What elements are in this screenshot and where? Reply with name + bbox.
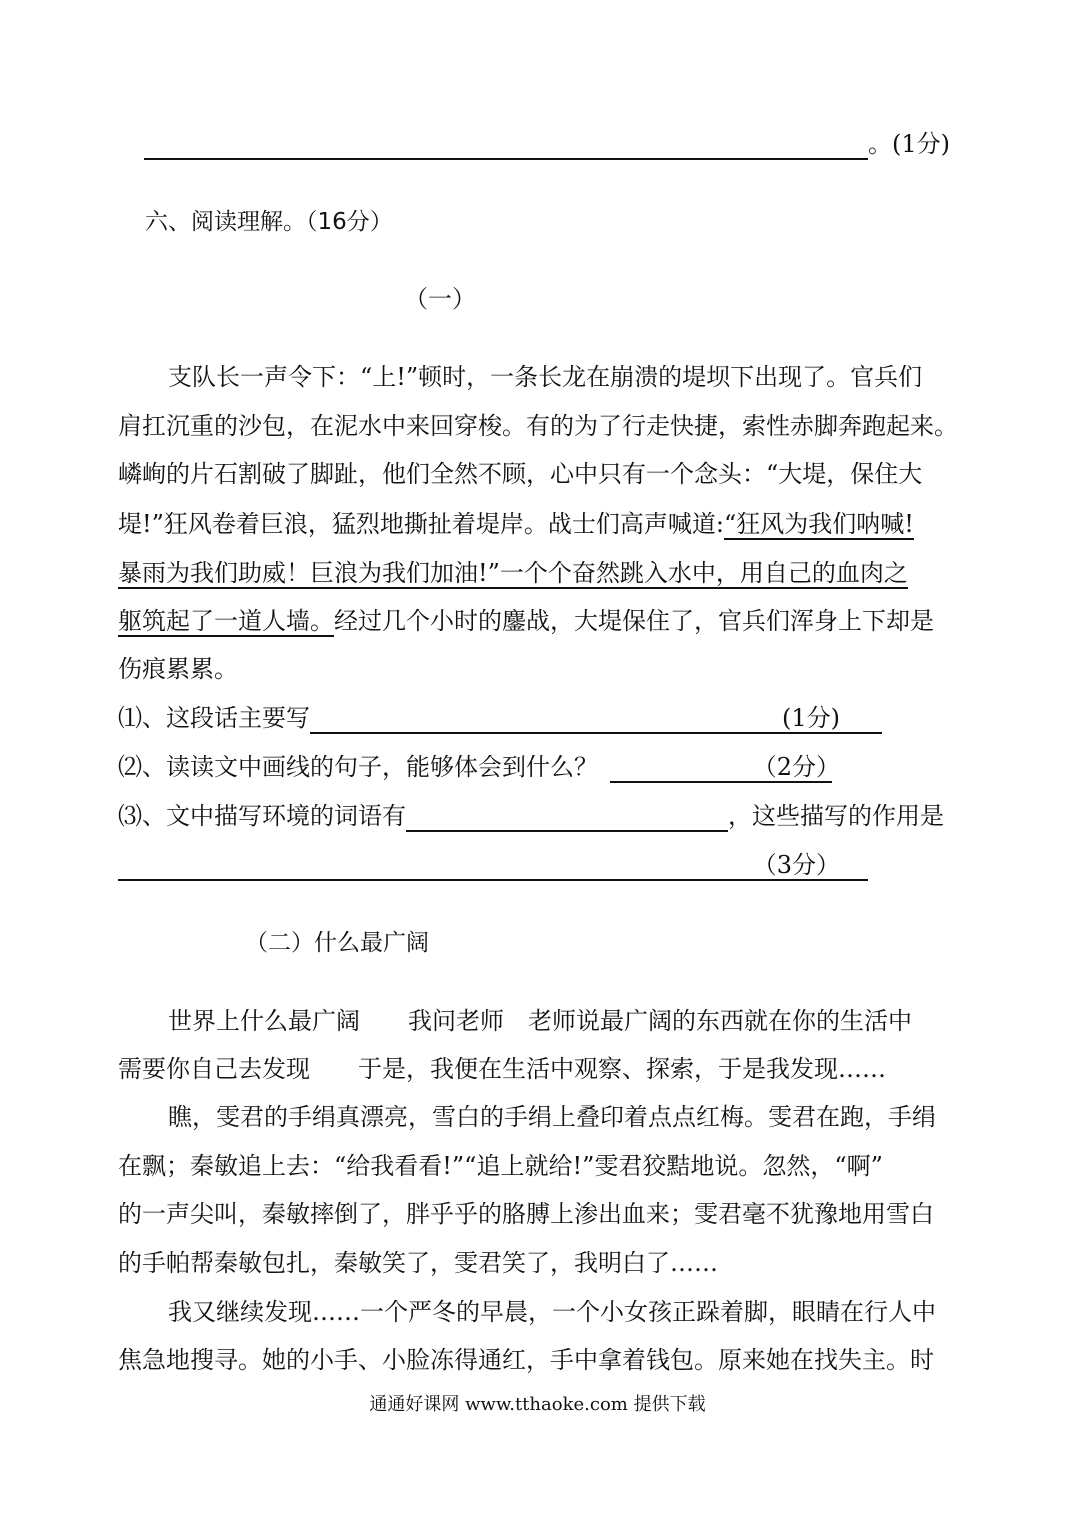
score-label: (1分)	[782, 704, 840, 732]
footer-text: 通通好课网 www.tthaoke.com 提供下载	[369, 1394, 706, 1415]
score-label: 。(1分)	[868, 130, 950, 158]
paragraph-line: 我又继续发现……一个严冬的早晨，一个小女孩正跺着脚，眼睛在行人中	[168, 1298, 936, 1326]
paragraph-line: 伤痕累累。	[118, 655, 238, 683]
part1-heading: （一）	[404, 285, 476, 313]
question-label: ⑴、这段话主要写	[118, 704, 310, 732]
underlined-sentence: “狂风为我们呐喊!	[724, 510, 914, 538]
answer-blank[interactable]	[406, 804, 728, 832]
question-label: ⑶、文中描写环境的词语有	[118, 802, 406, 830]
text-span: 堤!”狂风卷着巨浪，猛烈地撕扯着堤岸。战士们高声喊道:	[118, 510, 724, 538]
question-3	[118, 800, 958, 832]
question-label: ⑵、读读文中画线的句子，能够体会到什么？	[118, 753, 598, 781]
section-title: 六、阅读理解。（16分）	[145, 209, 393, 235]
paragraph-line: 需要你自己去发现 于是，我便在生活中观察、探索，于是我发现……	[118, 1055, 886, 1083]
top-answer-line	[118, 128, 958, 160]
paragraph-line	[118, 557, 958, 589]
part2-heading: （二）什么最广阔	[245, 930, 429, 956]
paragraph-line	[118, 508, 958, 540]
paragraph-line: 嶙峋的片石割破了脚趾，他们全然不顾，心中只有一个念头：“大堤，保住大	[118, 460, 923, 488]
question-3-continued	[118, 849, 958, 881]
text-span: 经过几个小时的鏖战，大堤保住了，官兵们浑身上下却是	[334, 607, 934, 635]
paragraph-line: 焦急地搜寻。她的小手、小脸冻得通红，手中拿着钱包。原来她在找失主。时	[118, 1346, 934, 1374]
score-label: （3分）	[752, 851, 840, 879]
underlined-sentence: 暴雨为我们助威！巨浪为我们加油!”一个个奋然跳入水中，用自己的血肉之	[118, 559, 908, 587]
paragraph-line: 的手帕帮秦敏包扎，秦敏笑了，雯君笑了，我明白了……	[118, 1249, 718, 1277]
paragraph-line: 支队长一声令下：“上!”顿时，一条长龙在崩溃的堤坝下出现了。官兵们	[168, 363, 923, 391]
underlined-sentence: 躯筑起了一道人墙。	[118, 607, 334, 635]
question-1	[118, 702, 958, 734]
score-label: （2分）	[752, 753, 840, 781]
answer-blank[interactable]	[144, 132, 868, 160]
paragraph-line: 在飘；秦敏追上去：“给我看看!”“追上就给!”雯君狡黠地说。忽然，“啊”	[118, 1152, 883, 1180]
question-label: ，这些描写的作用是	[728, 802, 944, 830]
paragraph-line	[118, 605, 958, 637]
paragraph-line: 世界上什么最广阔 我问老师 老师说最广阔的东西就在你的生活中	[168, 1007, 912, 1035]
paragraph-line: 瞧，雯君的手绢真漂亮，雪白的手绢上叠印着点点红梅。雯君在跑，手绢	[168, 1103, 936, 1131]
paragraph-line: 肩扛沉重的沙包，在泥水中来回穿梭。有的为了行走快捷，索性赤脚奔跑起来。	[118, 412, 958, 440]
question-2	[118, 751, 958, 783]
paragraph-line: 的一声尖叫，秦敏摔倒了，胖乎乎的胳膊上渗出血来；雯君毫不犹豫地用雪白	[118, 1200, 934, 1228]
